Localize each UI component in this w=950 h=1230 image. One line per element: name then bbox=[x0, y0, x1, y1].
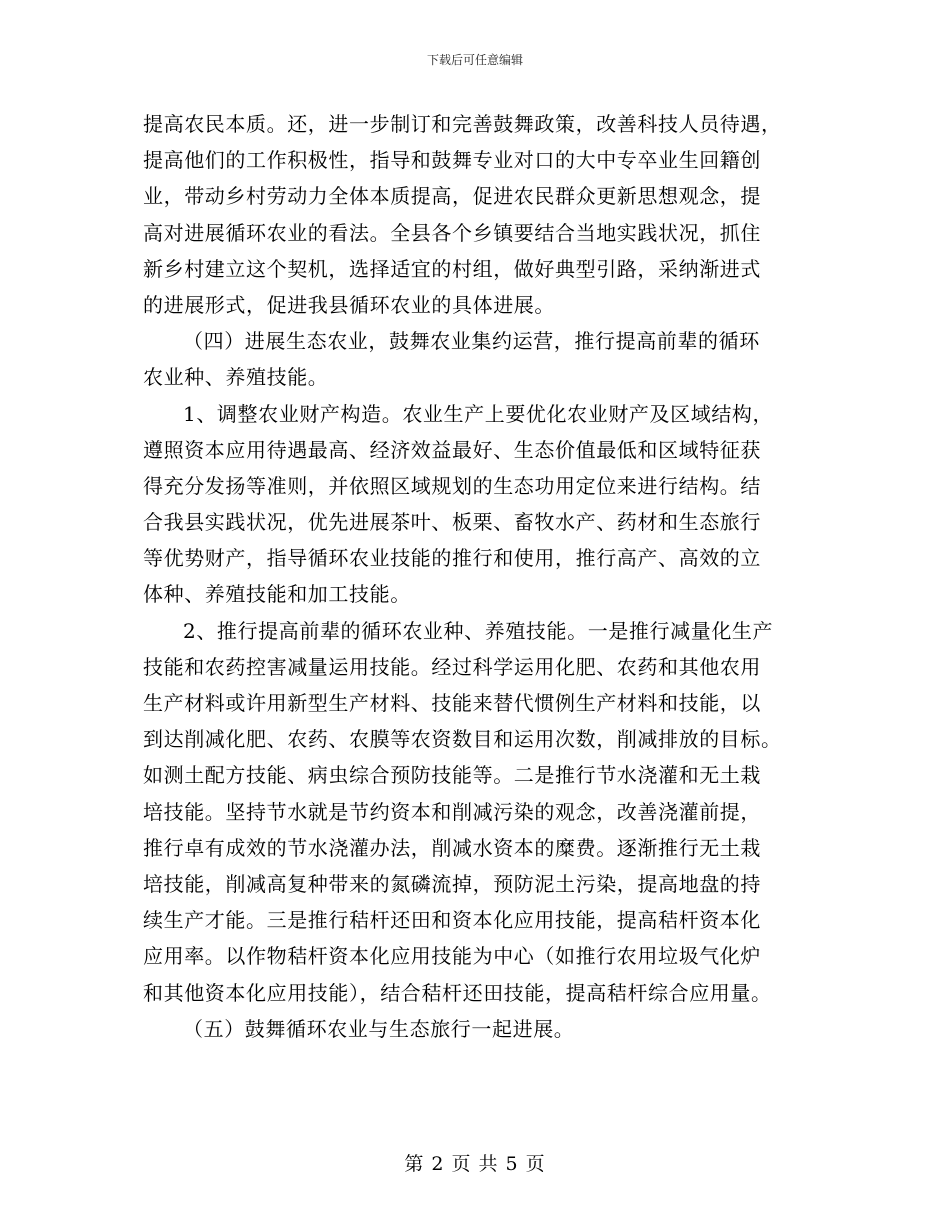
page-header: 下载后可任意编辑 bbox=[426, 53, 523, 67]
text-line: 生产材料或许用新型生产材料、技能来替代惯例生产材料和技能，以 bbox=[143, 691, 761, 715]
text-line: 等优势财产，指导循环农业技能的推行和使用，推行高产、高效的立 bbox=[143, 546, 761, 571]
text-line: 提高他们的工作积极性，指导和鼓舞专业对口的大中专卒业生回籍创 bbox=[143, 148, 761, 173]
page-number: 第 2 页 共 5 页 bbox=[404, 1153, 546, 1175]
section-heading: （五）鼓舞循环农业与生态旅行一起进展。 bbox=[183, 1016, 575, 1041]
text-line: 应用率。以作物秸杆资本化应用技能为中心（如推行农用垃圾气化炉 bbox=[143, 944, 761, 969]
text-line: 如测土配方技能、病虫综合预防技能等。二是推行节水浇灌和无土栽 bbox=[143, 763, 761, 788]
text-line: 体种、养殖技能和加工技能。 bbox=[143, 582, 411, 607]
text-line: 续生产才能。三是推行秸杆还田和资本化应用技能，提高秸杆资本化 bbox=[143, 908, 761, 933]
text-line: 得充分发扬等准则，并依照区域规划的生态功用定位来进行结构。结 bbox=[143, 473, 761, 498]
text-line: 提高农民本质。还，进一步制订和完善鼓舞政策，改善科技人员待遇， bbox=[143, 112, 782, 136]
text-line: 培技能。坚持节水就是节约资本和削减污染的观念，改善浇灌前提， bbox=[143, 799, 761, 824]
text-line: 培技能，削减高复种带来的氮磷流掉，预防泥土污染，提高地盘的持 bbox=[143, 871, 761, 896]
text-line: 和其他资本化应用技能），结合秸杆还田技能，提高秸杆综合应用量。 bbox=[143, 980, 772, 1005]
paragraph-start: 2、推行提高前辈的循环农业种、养殖技能。一是推行减量化生产 bbox=[183, 618, 774, 643]
text-line: 到达削减化肥、农药、农膜等农资数目和运用次数，削减排放的目标。 bbox=[143, 727, 782, 752]
section-heading: （四）进展生态农业，鼓舞农业集约运营，推行提高前辈的循环 bbox=[183, 329, 760, 354]
text-line: 新乡村建立这个契机，选择适宜的村组，做好典型引路，采纳渐进式 bbox=[143, 256, 761, 281]
text-line: 业，带动乡村劳动力全体本质提高，促进农民群众更新思想观念，提 bbox=[143, 184, 761, 209]
text-line: 合我县实践状况，优先进展茶叶、板栗、畜牧水产、药材和生态旅行 bbox=[143, 510, 761, 535]
text-line: 农业种、养殖技能。 bbox=[143, 365, 329, 390]
text-line: 遵照资本应用待遇最高、经济效益最好、生态价值最低和区域特征获 bbox=[143, 437, 761, 462]
text-line: 的进展形式，促进我县循环农业的具体进展。 bbox=[143, 292, 555, 317]
text-line: 推行卓有成效的节水浇灌办法，削减水资本的糜费。逐渐推行无土栽 bbox=[143, 835, 761, 860]
text-line: 技能和农药控害减量运用技能。经过科学运用化肥、农药和其他农用 bbox=[143, 654, 761, 679]
text-line: 高对进展循环农业的看法。全县各个乡镇要结合当地实践状况，抓住 bbox=[143, 220, 761, 245]
document-body bbox=[143, 106, 809, 1047]
paragraph-start: 1、调整农业财产构造。农业生产上要优化农业财产及区域结构， bbox=[183, 401, 774, 426]
